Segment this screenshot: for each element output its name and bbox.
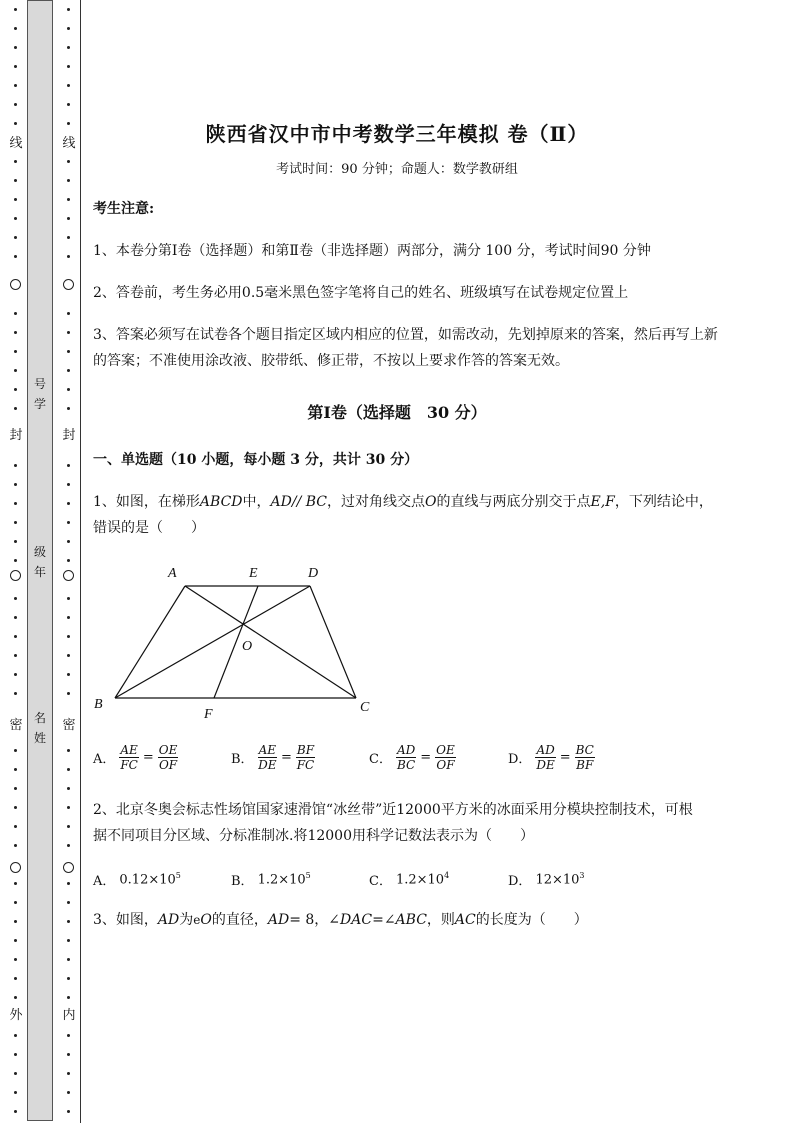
option-letter: C． [369,874,392,889]
q3-math: ∠DAC [328,912,373,928]
q1-option-b[interactable] [231,743,315,772]
equals: = [142,750,154,765]
denominator: BF [576,758,594,772]
q1-option-d[interactable] [508,743,595,772]
binding-dot [67,654,70,657]
q3-seg: 的长度为（ ） [475,912,588,928]
option-letter: B． [231,874,254,889]
right-circle-3 [63,862,74,873]
binding-dot [14,217,17,220]
binding-dot [67,882,70,885]
binding-dot [14,749,17,752]
q3-math: ∠ABC [383,912,427,928]
denominator: OF [158,758,178,772]
q1-seg: 中， [242,494,271,510]
binding-dot [14,198,17,201]
binding-dot [14,1034,17,1037]
q1-seg: 的直线与两底分别交于点 [436,494,591,510]
label-e: E [249,566,258,581]
right-mark-secret: 密 [62,718,76,733]
label-o: O [242,639,253,654]
binding-dot [14,977,17,980]
numerator: AE [258,743,276,757]
binding-dot [67,692,70,695]
binding-dot [14,103,17,106]
binding-dot [14,901,17,904]
binding-dot [67,84,70,87]
binding-dot [14,1091,17,1094]
label-b: B [94,697,103,712]
numerator: AE [120,743,138,757]
binding-dot [67,8,70,11]
option-letter: D． [508,752,532,767]
binding-dot [14,616,17,619]
binding-dot [14,369,17,372]
equals: = [420,750,432,765]
part-heading: 一、单选题（10 小题，每小题 3 分，共计 30 分） [93,452,419,468]
binding-dot [14,825,17,828]
label-a: A [168,566,177,581]
binding-dot [67,1091,70,1094]
binding-dot [67,1110,70,1113]
q3-math: AD [267,912,290,928]
q2-option-b[interactable] [231,870,311,889]
binding-dot [67,312,70,315]
binding-dot [14,464,17,467]
q3-text [93,907,588,933]
binding-dot [67,388,70,391]
q3-seg: ， [314,912,329,928]
binding-dot [67,331,70,334]
right-mark-inner: 内 [62,1008,76,1023]
binding-dot [14,692,17,695]
binding-dot [67,1034,70,1037]
field-label-4: 年 [33,565,46,579]
binding-dot [14,768,17,771]
equals: = [559,750,571,765]
binding-dot [67,464,70,467]
binding-dot [14,806,17,809]
q3-seg: 为 [179,912,194,928]
binding-dot [14,483,17,486]
notice-item-1: 1、本卷分第Ⅰ卷（选择题）和第Ⅱ卷（非选择题）两部分，满分 100 分，考试时间90 分钟 [93,243,651,259]
section-title: 第Ⅰ卷（选择题 30 分） [307,403,487,422]
field-label-5: 名 [33,711,46,725]
binding-dot [14,559,17,562]
diagonal-ac [185,586,356,698]
binding-dot [67,901,70,904]
q1-option-a[interactable] [93,743,178,772]
q1-math: O [425,494,437,510]
exam-info: 考试时间：90 分钟；命题人：数学教研组 [276,162,518,177]
right-mark-seal: 封 [62,428,76,443]
fraction [435,743,456,772]
binding-dot [67,198,70,201]
binding-dot [14,65,17,68]
binding-dot [14,882,17,885]
q3-math: AD [157,912,180,928]
binding-dot [67,768,70,771]
option-letter: C． [369,752,392,767]
binding-dot [67,806,70,809]
q1-text [93,489,713,515]
numerator: BF [296,743,315,757]
binding-dot [14,46,17,49]
left-mark-outer: 外 [9,1008,23,1023]
q2-option-c[interactable] [369,870,449,889]
binding-dot [67,46,70,49]
right-circle-1 [63,279,74,290]
binding-dot [14,27,17,30]
binding-dot [14,312,17,315]
numerator: BC [575,743,594,757]
binding-dot [14,521,17,524]
binding-dot [67,27,70,30]
numerator: AD [396,743,416,757]
denominator: FC [296,758,315,772]
exponent: 5 [305,871,311,881]
binding-dot [14,635,17,638]
binding-dot [67,958,70,961]
binding-dot [14,540,17,543]
binding-dot [67,616,70,619]
binding-dot [14,844,17,847]
binding-dot [67,844,70,847]
binding-dot [14,84,17,87]
left-mark-secret: 密 [9,718,23,733]
binding-dot [14,673,17,676]
q3-seg: = 8 [289,912,315,928]
binding-dot [14,8,17,11]
fraction [396,743,416,772]
binding-dot [14,654,17,657]
binding-dot [14,1053,17,1056]
fraction [119,743,138,772]
binding-dot [67,749,70,752]
field-label-2: 学 [33,397,46,411]
q2-option-d[interactable] [508,870,585,889]
binding-dot [67,977,70,980]
trapezoid-figure [88,556,388,726]
q1-seg: 1、如图，在梯形 [93,494,200,510]
binding-dot [14,787,17,790]
binding-dot [14,236,17,239]
binding-dot [67,103,70,106]
notice-heading: 考生注意: [93,201,155,217]
option-letter: A． [93,752,116,767]
binding-dot [67,65,70,68]
q1-text-2: 错误的是（ ） [93,520,205,536]
notice-item-2: 2、答卷前，考生务必用0.5毫米黑色签字笔将自己的姓名、班级填写在试卷规定位置上 [93,285,629,301]
notice-item-3: 3、答案必须写在试卷各个题目指定区域内相应的位置，如需改动，先划掉原来的答案，然后再写上新 [93,327,718,343]
option-letter: A． [93,874,116,889]
binding-dot [67,939,70,942]
binding-dot [67,521,70,524]
q3-math: AC [454,912,476,928]
binding-dot [14,958,17,961]
page-title: 陕西省汉中市中考数学三年模拟 卷（Ⅱ） [205,122,589,146]
q3-seg: = [372,912,384,928]
diagonal-bd [115,586,310,698]
binding-dot [14,179,17,182]
binding-dot [67,179,70,182]
fraction [535,743,555,772]
option-value: 1.2×10 [257,872,306,888]
binding-dot [67,369,70,372]
label-c: C [360,700,370,715]
binding-dot [67,559,70,562]
binding-dot [14,350,17,353]
denominator: BC [396,758,416,772]
binding-dot [67,255,70,258]
notice-item-3-cont: 的答案；不准使用涂改液、胶带纸、修正带，不按以上要求作答的答案无效。 [93,353,569,369]
numerator: OE [436,743,455,757]
q2-text-2: 据不同项目分区域、分标准制冰.将12000用科学记数法表示为（ ） [93,828,534,844]
binding-dot [67,673,70,676]
q2-text: 2、北京冬奥会标志性场馆国家速滑馆“冰丝带”近12000平方米的冰面采用分模块控制技术，可根 [93,802,693,818]
binding-dot [67,483,70,486]
right-circle-2 [63,570,74,581]
binding-dot [67,236,70,239]
fraction [575,743,595,772]
q3-seg: 3、如图， [93,912,158,928]
option-letter: D． [508,874,532,889]
binding-dot [67,350,70,353]
left-mark-line: 线 [9,136,23,151]
right-mark-line: 线 [62,136,76,151]
segment-ab [115,586,185,698]
label-f: F [204,707,213,722]
binding-dot [67,825,70,828]
left-circle-1 [10,279,21,290]
binding-dot [14,597,17,600]
binding-dot [67,540,70,543]
q1-math: AD// BC [270,494,328,510]
denominator: OF [436,758,455,772]
q3-seg: ，则 [426,912,455,928]
option-letter: B． [231,752,254,767]
binding-dot [67,217,70,220]
binding-dot [14,331,17,334]
binding-dot [67,1072,70,1075]
denominator: DE [258,758,277,772]
denominator: FC [120,758,138,772]
binding-dot [14,502,17,505]
binding-dot [67,920,70,923]
binding-dot [14,939,17,942]
binding-dot [67,787,70,790]
numerator: OE [158,743,178,757]
q3-seg: 的直径， [211,912,268,928]
left-circle-3 [10,862,21,873]
label-d: D [308,566,319,581]
q2-option-a[interactable] [93,870,181,889]
left-mark-seal: 封 [9,428,23,443]
binding-dot [67,502,70,505]
left-circle-2 [10,570,21,581]
option-value: 12×10 [535,872,580,888]
binding-dot [67,996,70,999]
binding-dot [14,1110,17,1113]
circle-symbol: e [193,913,201,927]
binding-dot [67,1053,70,1056]
binding-dot [14,255,17,258]
field-label-6: 姓 [33,731,46,745]
option-value: 1.2×10 [395,872,445,888]
fraction [158,743,179,772]
exponent: 3 [579,871,585,881]
numerator: AD [536,743,555,757]
option-value: 0.12×10 [119,872,176,888]
exponent: 5 [175,871,181,881]
q1-math: E,F [590,494,615,510]
binding-dot [67,635,70,638]
fraction [296,743,315,772]
q3-math: O [200,912,212,928]
q1-option-c[interactable] [369,743,456,772]
fraction [258,743,277,772]
binding-dot [14,996,17,999]
binding-dot [14,920,17,923]
exponent: 4 [444,871,450,881]
segment-dc [310,586,356,698]
field-label-3: 级 [33,545,46,559]
q1-seg: ，下列结论中， [614,494,713,510]
binding-dot [14,388,17,391]
q1-math: ABCD [199,494,243,510]
field-label-1: 号 [33,377,46,391]
equals: = [281,750,292,765]
binding-dot [67,597,70,600]
q1-seg: ，过对角线交点 [327,494,426,510]
binding-dot [14,1072,17,1075]
denominator: DE [536,758,555,772]
